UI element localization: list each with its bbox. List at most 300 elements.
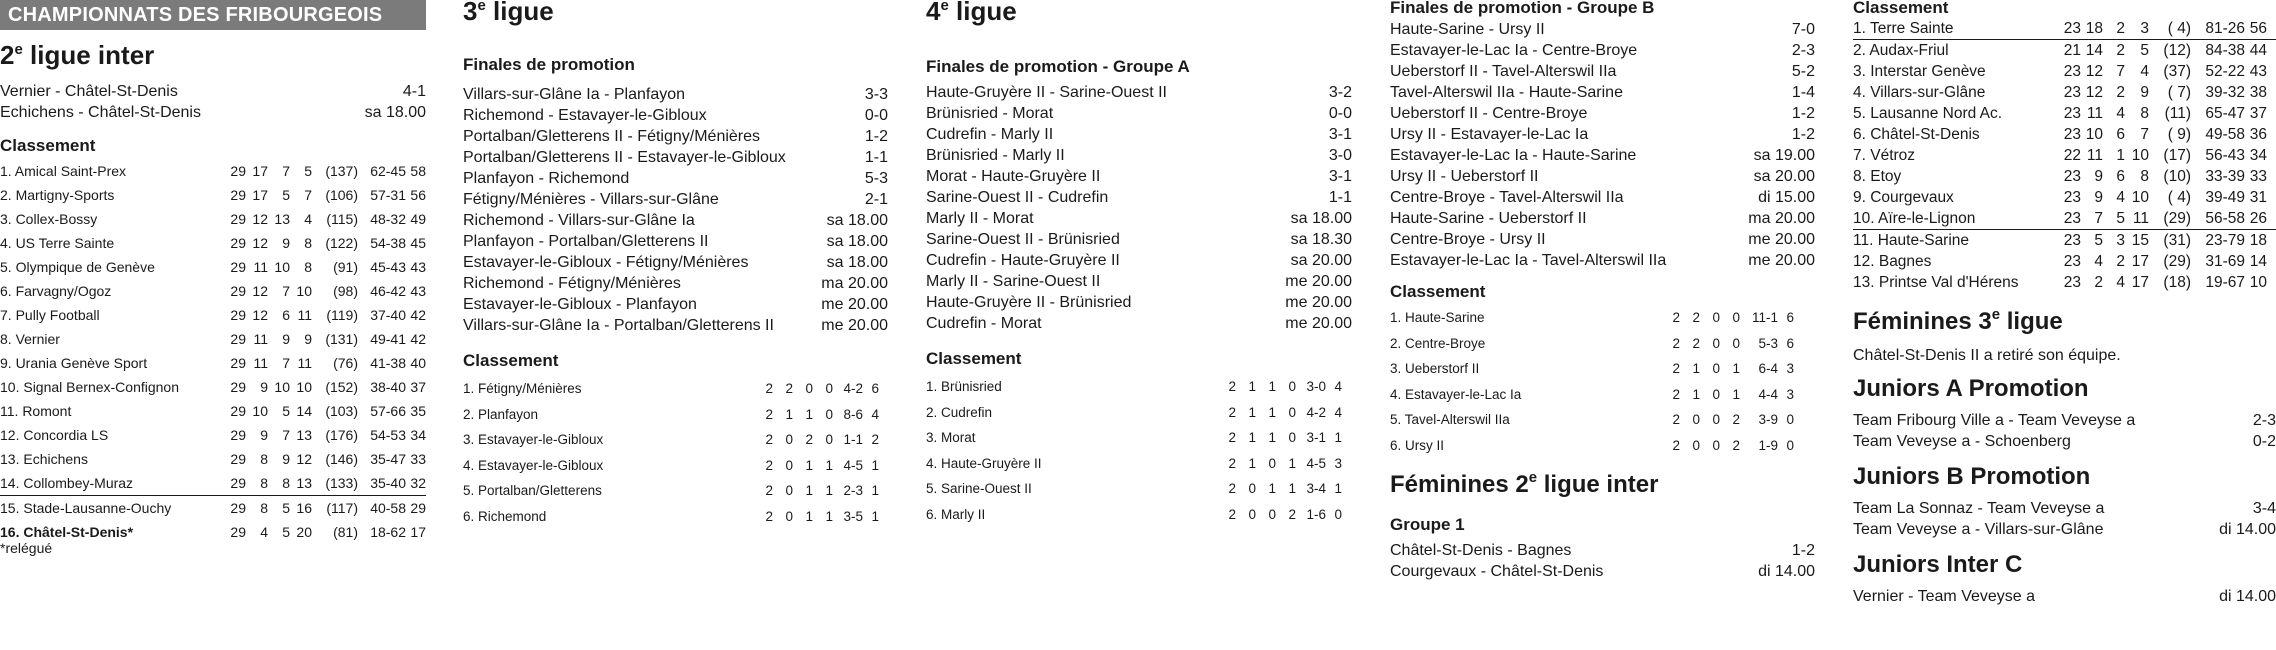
- cell-w: 12: [252, 307, 268, 323]
- result-row: [463, 189, 888, 210]
- standing-row: [1390, 305, 1815, 331]
- cell-name: 5. Tavel-Alterswil IIa: [1390, 412, 1510, 427]
- result-row: [1390, 124, 1815, 145]
- cell-d: 7: [2116, 63, 2125, 80]
- heading-rest: ligue: [948, 0, 1017, 26]
- cell-pts: 42: [410, 331, 426, 347]
- section-banner: CHAMPIONNATS DES FRIBOURGEOIS: [0, 0, 426, 30]
- cell-pts: 44: [2249, 42, 2267, 59]
- match-score: 1-1: [1328, 189, 1352, 206]
- cell-l: 0: [1732, 335, 1740, 351]
- standing-row: [1853, 229, 2276, 251]
- cell-pts: 0: [1786, 437, 1794, 453]
- cell-pen: ( 9): [2167, 126, 2191, 143]
- cell-w: 12: [252, 235, 268, 251]
- result-row: [1390, 103, 1815, 124]
- cell-goals: 57-31: [370, 187, 406, 203]
- standing-row: [0, 447, 426, 471]
- cell-d: 9: [282, 331, 290, 347]
- cell-goals: 3-4: [1306, 481, 1326, 496]
- match-score: sa 18.00: [826, 212, 888, 229]
- result-row: [1390, 250, 1815, 271]
- standings-table: [1390, 305, 1815, 458]
- cell-l: 13: [296, 427, 312, 443]
- cell-l: 5: [2140, 42, 2149, 59]
- match-score: me 20.00: [821, 317, 888, 334]
- match-score: me 20.00: [1285, 315, 1352, 332]
- result-row: [1390, 187, 1815, 208]
- result-row: [463, 210, 888, 231]
- cell-goals: 4-5: [1306, 455, 1326, 471]
- cell-p: 29: [230, 211, 246, 227]
- cell-goals: 8-6: [843, 406, 863, 422]
- cell-goals: 3-9: [1758, 412, 1778, 427]
- standing-row: [0, 183, 426, 207]
- cell-l: 7: [304, 187, 312, 203]
- cell-name: 11. Haute-Sarine: [1853, 232, 1970, 249]
- results-list: [0, 81, 426, 123]
- standing-row: [926, 425, 1352, 451]
- classement-label: Classement: [0, 136, 96, 155]
- cell-pen: (152): [325, 379, 358, 395]
- cell-d: 13: [274, 211, 290, 227]
- cell-l: 10: [2131, 147, 2149, 164]
- cell-w: 1: [1248, 379, 1256, 394]
- cell-name: 5. Lausanne Nord Ac.: [1853, 105, 2003, 122]
- cell-pts: 2: [871, 432, 879, 447]
- cell-l: 10: [296, 379, 312, 395]
- standing-row: [463, 427, 888, 453]
- cell-l: 15: [2131, 232, 2149, 249]
- match-text: Ueberstorf II - Centre-Broye: [1390, 105, 1588, 122]
- standing-row: [1390, 433, 1815, 459]
- cell-p: 23: [2063, 84, 2081, 101]
- match-score: me 20.00: [1748, 252, 1815, 269]
- cell-w: 10: [2085, 126, 2103, 143]
- cell-l: 0: [825, 432, 833, 447]
- cell-goals: 4-4: [1758, 386, 1778, 402]
- match-text: Richemond - Villars-sur-Glâne Ia: [463, 212, 695, 229]
- cell-name: 2. Martigny-Sports: [0, 187, 115, 203]
- cell-name: 14. Collombey-Muraz: [0, 475, 134, 491]
- cell-d: 0: [805, 381, 813, 396]
- cell-pts: 3: [1334, 455, 1342, 471]
- result-row: [926, 313, 1352, 334]
- result-row: [926, 271, 1352, 292]
- standing-row: [0, 471, 426, 495]
- match-score: sa 18.00: [364, 104, 426, 121]
- cell-d: 2: [2116, 84, 2125, 101]
- cell-pts: 34: [410, 427, 426, 443]
- cell-pen: (106): [325, 187, 358, 203]
- cell-name: 1. Haute-Sarine: [1390, 310, 1485, 325]
- match-text: Centre-Broye - Ursy II: [1390, 231, 1546, 248]
- cell-p: 2: [1228, 481, 1236, 496]
- cell-d: 1: [1268, 379, 1276, 394]
- result-row: [1390, 208, 1815, 229]
- cell-d: 10: [274, 259, 290, 275]
- cell-pts: 1: [1334, 481, 1342, 496]
- cell-l: 20: [296, 524, 312, 540]
- classement-label: Classement: [1390, 282, 1486, 301]
- cell-goals: 11-1: [1751, 310, 1778, 325]
- cell-p: 29: [230, 259, 246, 275]
- standing-row: [926, 374, 1352, 400]
- cell-name: 7. Vétroz: [1853, 147, 1916, 164]
- cell-p: 23: [2063, 168, 2081, 185]
- cell-pts: 1: [871, 508, 879, 524]
- cell-pts: 58: [410, 163, 426, 179]
- cell-pts: 4: [1334, 404, 1342, 420]
- cell-l: 9: [304, 331, 312, 347]
- match-score: 1-2: [1791, 105, 1815, 122]
- cell-d: 1: [2116, 147, 2125, 164]
- cell-name: 3. Collex-Bossy: [0, 211, 98, 227]
- match-score: 0-2: [2252, 433, 2276, 450]
- cell-goals: 37-40: [370, 307, 406, 323]
- cell-l: 14: [296, 403, 312, 419]
- match-text: Team La Sonnaz - Team Veveyse a: [1853, 500, 2105, 517]
- match-text: Ursy II - Ueberstorf II: [1390, 168, 1539, 185]
- cell-goals: 31-69: [2205, 253, 2245, 270]
- cell-p: 29: [230, 307, 246, 323]
- match-score: 2-3: [1791, 42, 1815, 59]
- standing-row: [463, 478, 888, 504]
- heading-rest: ligue inter: [22, 40, 155, 70]
- match-text: Courgevaux - Châtel-St-Denis: [1390, 563, 1604, 580]
- cell-w: 12: [252, 211, 268, 227]
- cell-l: 0: [1288, 404, 1296, 420]
- standing-row: [0, 375, 426, 399]
- cell-w: 0: [1248, 506, 1256, 522]
- cell-l: 2: [1288, 506, 1296, 522]
- match-score: 3-2: [1328, 84, 1352, 101]
- cell-pts: 33: [2249, 168, 2267, 185]
- cell-d: 7: [282, 355, 290, 371]
- result-row: [926, 82, 1352, 103]
- notice: [1853, 345, 2276, 366]
- cell-goals: 18-62: [370, 524, 406, 540]
- results-list: [926, 82, 1352, 334]
- cell-l: 12: [296, 451, 312, 467]
- match-text: Estavayer-le-Gibloux - Planfayon: [463, 296, 697, 313]
- cell-p: 29: [230, 163, 246, 179]
- classement-label: Classement: [926, 349, 1022, 368]
- match-text: Brünisried - Morat: [926, 105, 1054, 122]
- match-text: Estavayer-le-Lac Ia - Haute-Sarine: [1390, 147, 1637, 164]
- standings-table: [1853, 18, 2276, 293]
- cell-w: 2: [1692, 310, 1700, 325]
- classement-label: Classement: [1853, 0, 1949, 17]
- cell-d: 0: [1712, 437, 1720, 453]
- cell-goals: 41-38: [370, 355, 406, 371]
- match-score: sa 20.00: [1753, 168, 1815, 185]
- result-row: [926, 103, 1352, 124]
- cell-p: 29: [230, 451, 246, 467]
- result-row: [1853, 498, 2276, 519]
- standing-row: [1853, 208, 2276, 229]
- cell-pts: 29: [410, 500, 426, 516]
- standing-row: [1853, 124, 2276, 145]
- cell-p: 2: [1672, 361, 1680, 376]
- cell-p: 29: [230, 235, 246, 251]
- match-text: Tavel-Alterswil IIa - Haute-Sarine: [1390, 84, 1623, 101]
- cell-pen: (37): [2163, 63, 2191, 80]
- match-text: Portalban/Gletterens II - Fétigny/Ménières: [463, 128, 761, 145]
- match-text: Marly II - Sarine-Ouest II: [926, 273, 1101, 290]
- cell-name: 3. Interstar Genève: [1853, 63, 1986, 80]
- match-text: Echichens - Châtel-St-Denis: [0, 104, 201, 121]
- cell-d: 2: [2116, 20, 2125, 37]
- cell-d: 8: [282, 475, 290, 491]
- cell-d: 1: [805, 457, 813, 473]
- match-text: Estavayer-le-Lac Ia - Tavel-Alterswil IIa: [1390, 252, 1667, 269]
- heading-sup: e: [940, 0, 949, 14]
- standing-row: [1853, 272, 2276, 293]
- cell-d: 4: [2116, 105, 2125, 122]
- column-groupe-b: [1390, 0, 1815, 650]
- result-row: [926, 145, 1352, 166]
- cell-w: 12: [252, 283, 268, 299]
- cell-pen: (137): [325, 163, 358, 179]
- match-score: di 14.00: [2219, 521, 2276, 538]
- cell-p: 2: [765, 406, 773, 422]
- cell-w: 11: [253, 355, 268, 371]
- cell-goals: 56-43: [2205, 147, 2245, 164]
- cell-name: 10. Aïre-le-Lignon: [1853, 210, 1976, 227]
- cell-l: 17: [2131, 274, 2149, 291]
- result-row: [463, 168, 888, 189]
- standing-row: [1390, 356, 1815, 382]
- cell-d: 5: [2116, 210, 2125, 227]
- group-title: Groupe 1: [1390, 515, 1465, 534]
- cell-d: 2: [2116, 253, 2125, 270]
- cell-l: 0: [1288, 379, 1296, 394]
- cell-goals: 40-58: [370, 500, 406, 516]
- cell-p: 29: [230, 379, 246, 395]
- result-row: [1390, 82, 1815, 103]
- cell-w: 0: [1692, 412, 1700, 427]
- section-title: Finales de promotion: [463, 55, 635, 74]
- cell-l: 1: [1288, 481, 1296, 496]
- results-list: [1853, 586, 2276, 607]
- standings-table: [463, 376, 888, 529]
- standing-row: [926, 476, 1352, 502]
- standing-row: [0, 423, 426, 447]
- result-row: [0, 81, 426, 102]
- heading-2e-ligue-inter: [0, 40, 426, 70]
- cell-goals: 39-32: [2205, 84, 2245, 101]
- cell-p: 23: [2063, 210, 2081, 227]
- result-row: [463, 105, 888, 126]
- cell-p: 29: [230, 331, 246, 347]
- cell-d: 1: [805, 508, 813, 524]
- cell-w: 1: [1248, 455, 1256, 471]
- heading-juniors-c: Juniors Inter C: [1853, 551, 2023, 578]
- result-row: [463, 273, 888, 294]
- cell-pts: 45: [410, 235, 426, 251]
- match-text: Ueberstorf II - Tavel-Alterswil IIa: [1390, 63, 1617, 80]
- cell-name: 1. Brünisried: [926, 379, 1002, 394]
- cell-goals: 84-38: [2205, 42, 2245, 59]
- standing-row: [926, 400, 1352, 426]
- match-score: di 14.00: [2219, 588, 2276, 605]
- result-row: [926, 292, 1352, 313]
- cell-w: 12: [2085, 84, 2103, 101]
- match-text: Villars-sur-Glâne Ia - Portalban/Gletterens II: [463, 317, 774, 334]
- match-score: 2-3: [2252, 412, 2276, 429]
- match-text: Team Veveyse a - Villars-sur-Glâne: [1853, 521, 2104, 538]
- match-text: Morat - Haute-Gruyère II: [926, 168, 1101, 185]
- cell-pen: (91): [333, 259, 358, 275]
- cell-p: 22: [2063, 147, 2081, 164]
- cell-d: 7: [282, 427, 290, 443]
- cell-name: 5. Portalban/Gletterens: [463, 483, 602, 498]
- cell-l: 9: [2140, 84, 2149, 101]
- cell-name: 15. Stade-Lausanne-Ouchy: [0, 500, 172, 516]
- cell-pen: (122): [325, 235, 358, 251]
- match-text: Estavayer-le-Gibloux - Fétigny/Ménières: [463, 254, 749, 271]
- match-score: 0-0: [1328, 105, 1352, 122]
- match-text: Haute-Gruyère II - Sarine-Ouest II: [926, 84, 1167, 101]
- cell-name: 6. Châtel-St-Denis: [1853, 126, 1980, 143]
- cell-pen: (115): [326, 211, 358, 227]
- cell-w: 11: [253, 259, 268, 275]
- cell-pen: (131): [325, 331, 358, 347]
- match-score: di 14.00: [1758, 563, 1815, 580]
- cell-l: 16: [296, 500, 312, 516]
- match-text: Richemond - Fétigny/Ménières: [463, 275, 681, 292]
- cell-goals: 23-79: [2205, 232, 2245, 249]
- cell-w: 9: [2094, 189, 2103, 206]
- results-list: [463, 84, 888, 336]
- cell-goals: 3-5: [843, 508, 863, 524]
- standing-row: [463, 504, 888, 530]
- match-score: 3-3: [864, 86, 888, 103]
- cell-w: 11: [253, 331, 268, 347]
- match-text: Sarine-Ouest II - Brünisried: [926, 231, 1120, 248]
- heading-sup: e: [1991, 306, 2001, 323]
- cell-d: 3: [2116, 232, 2125, 249]
- standing-row: [1390, 407, 1815, 433]
- cell-name: 13. Printse Val d'Hérens: [1853, 274, 2019, 291]
- cell-l: 0: [825, 406, 833, 422]
- match-text: Marly II - Morat: [926, 210, 1034, 227]
- match-score: sa 18.30: [1290, 231, 1352, 248]
- heading-main: 3: [463, 0, 478, 26]
- cell-l: 1: [1732, 361, 1740, 376]
- cell-goals: 46-42: [370, 283, 406, 299]
- cell-name: 6. Richemond: [463, 508, 547, 524]
- cell-name: 16. Châtel-St-Denis*: [0, 524, 134, 540]
- cell-name: 4. Villars-sur-Glâne: [1853, 84, 1986, 101]
- cell-p: 23: [2063, 126, 2081, 143]
- cell-pts: 17: [410, 524, 426, 540]
- heading-juniors-b: Juniors B Promotion: [1853, 463, 2091, 490]
- match-text: Fétigny/Ménières - Villars-sur-Glâne: [463, 191, 719, 208]
- cell-name: 8. Vernier: [0, 331, 60, 347]
- heading-main: Féminines 2: [1390, 471, 1529, 498]
- cell-goals: 62-45: [370, 163, 406, 179]
- cell-goals: 48-32: [370, 211, 406, 227]
- heading-sup: e: [14, 41, 23, 58]
- cell-pts: 1: [871, 457, 879, 473]
- heading-feminines-2e: [1390, 470, 1815, 500]
- match-score: me 20.00: [1285, 294, 1352, 311]
- cell-name: 1. Terre Sainte: [1853, 20, 1954, 37]
- heading-4e-ligue: [926, 0, 1352, 26]
- cell-d: 10: [274, 379, 290, 395]
- cell-p: 21: [2063, 42, 2081, 59]
- cell-p: 2: [765, 508, 773, 524]
- match-text: Richemond - Estavayer-le-Gibloux: [463, 107, 707, 124]
- match-score: 4-1: [402, 83, 426, 100]
- cell-l: 11: [297, 307, 312, 323]
- cell-name: 5. Sarine-Ouest II: [926, 481, 1032, 496]
- cell-pts: 1: [871, 483, 879, 498]
- match-text: Sarine-Ouest II - Cudrefin: [926, 189, 1109, 206]
- cell-l: 8: [2140, 105, 2149, 122]
- cell-p: 2: [765, 457, 773, 473]
- match-text: Vernier - Team Veveyse a: [1853, 588, 2036, 605]
- cell-d: 9: [282, 451, 290, 467]
- cell-d: 1: [805, 483, 813, 498]
- cell-goals: 1-1: [843, 432, 863, 447]
- cell-name: 2. Cudrefin: [926, 404, 993, 420]
- result-row: [926, 187, 1352, 208]
- cell-pen: (29): [2163, 253, 2191, 270]
- cell-goals: 33-39: [2205, 168, 2245, 185]
- cell-name: 1. Fétigny/Ménières: [463, 381, 582, 396]
- standing-row: [1390, 331, 1815, 357]
- cell-goals: 4-2: [843, 381, 863, 396]
- cell-w: 14: [2085, 42, 2103, 59]
- cell-pen: (133): [325, 475, 358, 491]
- heading-rest: ligue: [2000, 308, 2063, 335]
- cell-pen: (76): [333, 355, 358, 371]
- match-score: 3-0: [1328, 147, 1352, 164]
- cell-goals: 3-1: [1306, 430, 1326, 445]
- cell-name: 6. Marly II: [926, 506, 986, 522]
- standing-row: [0, 279, 426, 303]
- standing-row: [1853, 39, 2276, 61]
- cell-goals: 4-2: [1306, 404, 1326, 420]
- cell-w: 5: [2094, 232, 2103, 249]
- match-score: 1-2: [1791, 126, 1815, 143]
- result-row: [0, 102, 426, 123]
- cell-pts: 43: [2249, 63, 2267, 80]
- standing-row: [0, 520, 426, 544]
- standing-row: [0, 327, 426, 351]
- match-text: Vernier - Châtel-St-Denis: [0, 83, 178, 100]
- cell-pts: 36: [2249, 126, 2267, 143]
- match-text: Centre-Broye - Tavel-Alterswil IIa: [1390, 189, 1624, 206]
- cell-l: 7: [2140, 126, 2149, 143]
- standing-row: [1853, 82, 2276, 103]
- result-row: [926, 208, 1352, 229]
- match-score: 3-1: [1328, 168, 1352, 185]
- cell-name: 2. Centre-Broye: [1390, 335, 1486, 351]
- cell-p: 29: [230, 427, 246, 443]
- standing-row: [0, 495, 426, 520]
- cell-name: 13. Echichens: [0, 451, 88, 467]
- cell-p: 23: [2063, 232, 2081, 249]
- cell-l: 8: [304, 235, 312, 251]
- heading-main: Féminines 3: [1853, 308, 1992, 335]
- cell-goals: 81-26: [2205, 20, 2245, 37]
- result-row: [463, 252, 888, 273]
- cell-pts: 33: [410, 451, 426, 467]
